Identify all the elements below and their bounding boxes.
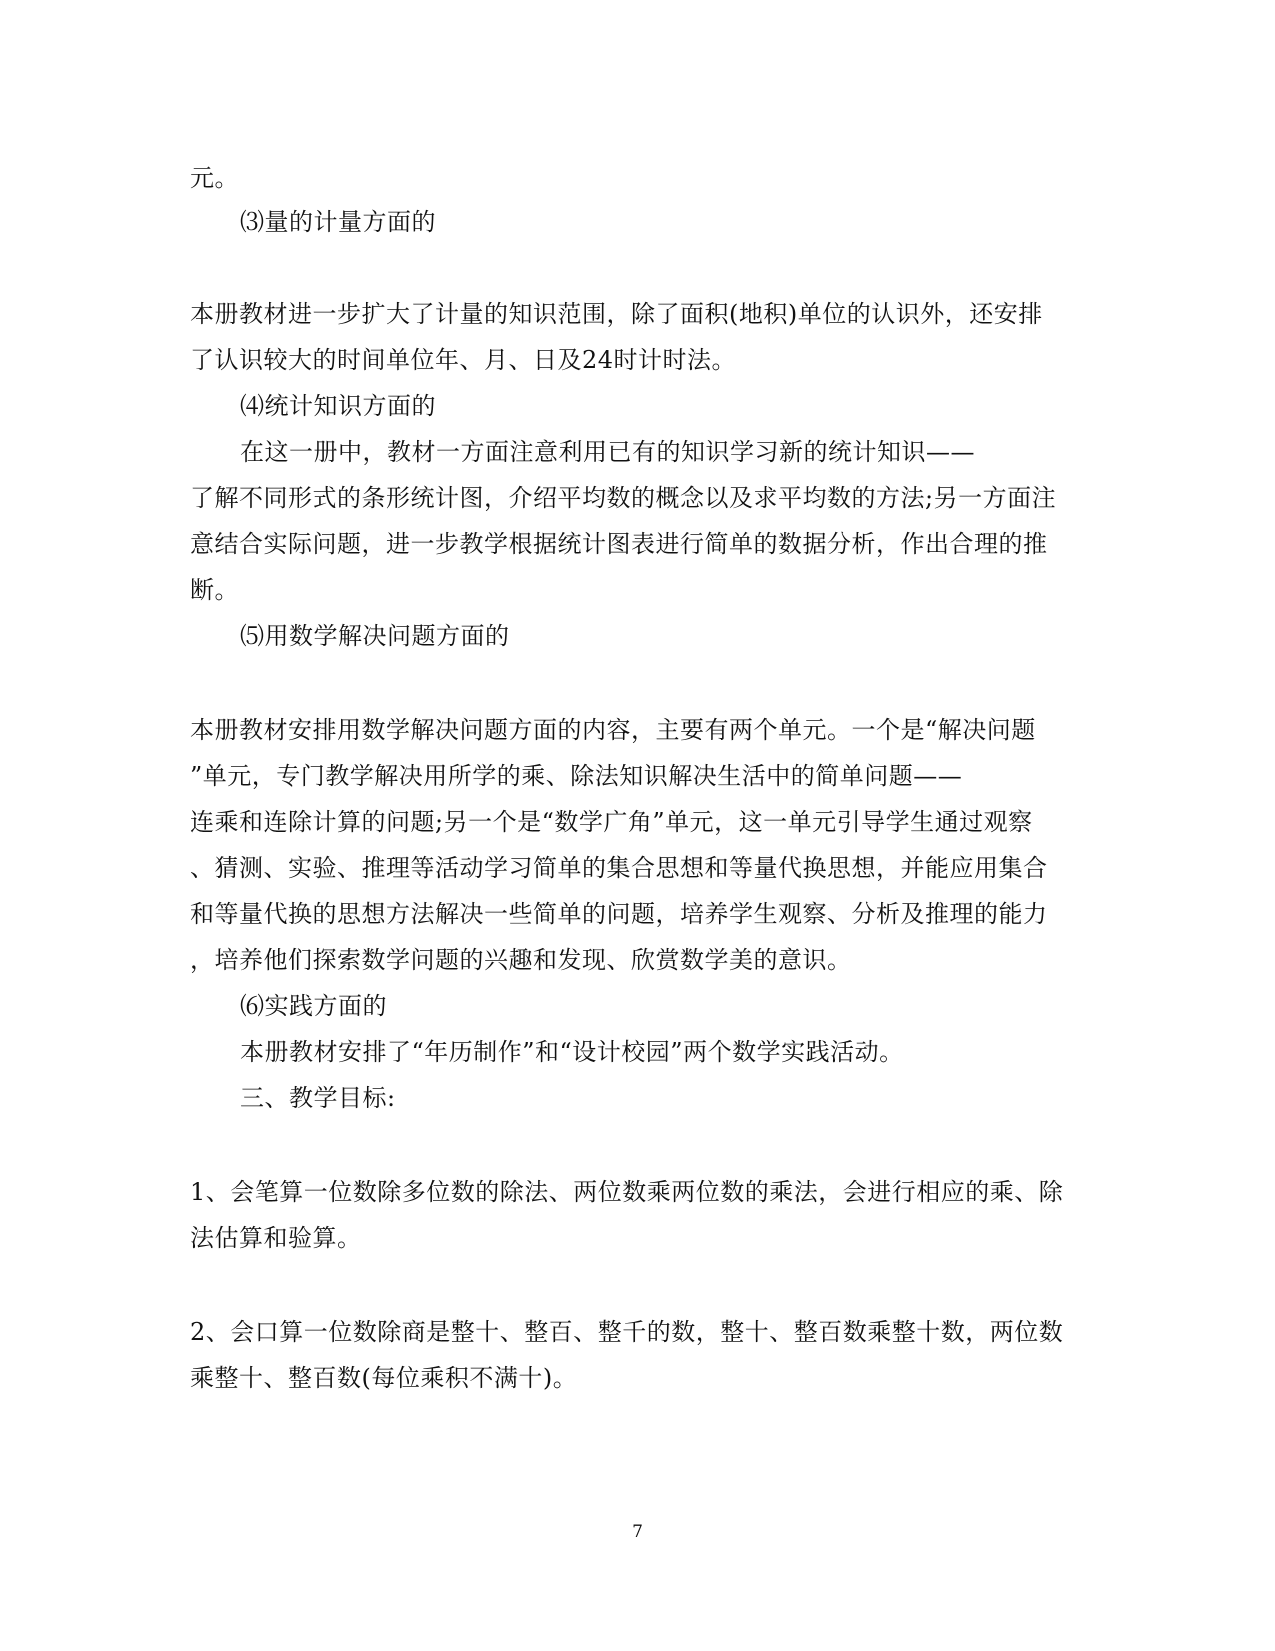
text-line: 元。: [190, 164, 239, 192]
text-line: 了认识较大的时间单位年、月、日及24时计时法。: [190, 346, 737, 374]
page-number: 7: [632, 1522, 643, 1542]
section-heading: ⑷统计知识方面的: [240, 392, 436, 420]
text-line: 和等量代换的思想方法解决一些简单的问题，培养学生观察、分析及推理的能力: [190, 900, 1048, 928]
section-heading: ⑹实践方面的: [240, 992, 387, 1020]
text-line: 在这一册中，教材一方面注意利用已有的知识学习新的统计知识——: [240, 438, 975, 466]
section-heading: ⑶量的计量方面的: [240, 208, 436, 236]
text-line: 1、会笔算一位数除多位数的除法、两位数乘两位数的乘法，会进行相应的乘、除: [190, 1178, 1064, 1206]
section-heading: ⑸用数学解决问题方面的: [240, 622, 510, 650]
text-line: 本册教材安排用数学解决问题方面的内容，主要有两个单元。一个是“解决问题: [190, 716, 1036, 744]
text-line: 断。: [190, 576, 239, 604]
text-line: 法估算和验算。: [190, 1224, 362, 1252]
text-line: 连乘和连除计算的问题;另一个是“数学广角”单元，这一单元引导学生通过观察: [190, 808, 1033, 836]
text-line: ，培养他们探索数学问题的兴趣和发现、欣赏数学美的意识。: [190, 946, 852, 974]
section-heading: 三、教学目标:: [240, 1084, 396, 1112]
text-line: 本册教材安排了“年历制作”和“设计校园”两个数学实践活动。: [240, 1038, 904, 1066]
text-line: 、猜测、实验、推理等活动学习简单的集合思想和等量代换思想，并能应用集合: [190, 854, 1048, 882]
text-line: 本册教材进一步扩大了计量的知识范围，除了面积(地积)单位的认识外，还安排: [190, 300, 1043, 328]
text-line: 了解不同形式的条形统计图，介绍平均数的概念以及求平均数的方法;另一方面注: [190, 484, 1057, 512]
text-line: 乘整十、整百数(每位乘积不满十)。: [190, 1364, 578, 1392]
text-line: ”单元，专门教学解决用所学的乘、除法知识解决生活中的简单问题——: [190, 762, 963, 790]
text-line: 2、会口算一位数除商是整十、整百、整千的数，整十、整百数乘整十数，两位数: [190, 1318, 1064, 1346]
text-line: 意结合实际问题，进一步教学根据统计图表进行简单的数据分析，作出合理的推: [190, 530, 1048, 558]
